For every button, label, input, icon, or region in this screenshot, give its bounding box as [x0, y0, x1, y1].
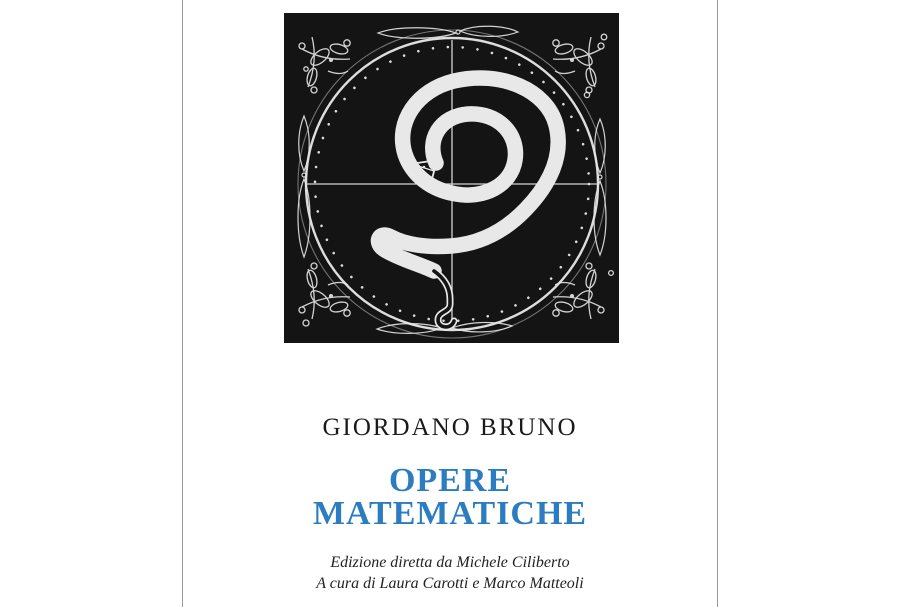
book-cover-page — [182, 0, 718, 607]
edition-credits — [183, 552, 717, 594]
serpent-woodcut-illustration — [284, 13, 619, 343]
edition-credit-line-1: Edizione diretta da Michele Ciliberto — [330, 554, 570, 571]
serpent-emblem — [284, 13, 619, 343]
book-title-line-1: OPERE — [388, 462, 512, 499]
edition-credit-line-2: A cura di Laura Carotti e Marco Matteoli — [316, 575, 584, 592]
book-title — [183, 464, 717, 530]
book-title-line-2: MATEMATICHE — [312, 495, 588, 532]
author-name: GIORDANO BRUNO — [322, 414, 578, 441]
